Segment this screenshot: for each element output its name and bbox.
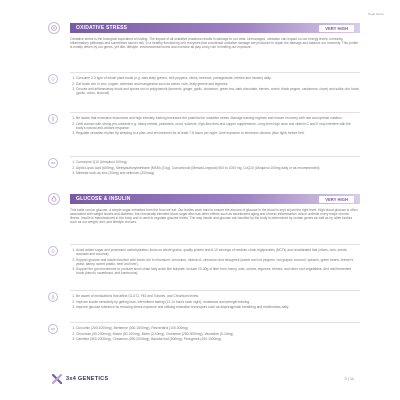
- supplement-icon: [48, 158, 58, 168]
- section-title: OXIDATIVE STRESS: [76, 25, 128, 31]
- recommendation-block-supplements: [70, 156, 360, 177]
- lifestyle-icon: [48, 114, 58, 124]
- list-item: 2. Alpha Lipoic Acid (600mg), Methylsulfonylmethane (MSM) (3 kg), Curcuminoid (Meriva/Longvida) 500 to 1000 mg, CoQ10 (Ubiquinol 100mg daily or as recommended): [76, 166, 360, 170]
- list-item: 2. Limit contact with strong pro-oxidants e.g. heavy metals, pesticides, mold, solvents, high-flow tires and copper supplements. Long-term high dose and vitamin C and E may interfere with the body's natural anti-oxidant response.: [76, 122, 360, 130]
- list-item: 3. Regulate circadian rhythm by sleeping to a plan, and environment for at least 7-8 hours per night. Limit exposure to electronic devices (blue light) before bed.: [76, 131, 360, 135]
- section-header-oxidative-stress: [70, 23, 360, 33]
- page-label: Page Name: [368, 12, 384, 16]
- page-number: 3 | 11: [344, 376, 354, 381]
- recommendation-block-diet: [70, 72, 360, 97]
- list-item: 3. Support the gut microbiome to produce short-chain fatty acids like butyrate. Include 20-30g of fiber from honey, oats, onions, legumes, berries, and other root vegetables. And add fermented foods (kimchi, sauerkraut, and kombucha).: [76, 267, 360, 275]
- section-header-glucose-insulin: [70, 194, 360, 204]
- recommendation-block-supplements: [70, 322, 360, 343]
- recommendation-block-lifestyle: [70, 290, 360, 311]
- list-item: 2. Improve insulin sensitivity by getting lean, intermittent fasting (12-14 hours each night), resistance and strength training.: [76, 300, 360, 304]
- nutrition-icon: [48, 246, 58, 256]
- section-title: GLUCOSE & INSULIN: [76, 196, 131, 202]
- list-item: 1. Curcumin (200-1000mg), Berberine (300-1500mg), Resveratrol (100-300mg): [76, 326, 360, 330]
- supplement-icon: [48, 324, 58, 334]
- list-item: 1. Avoid added sugar and processed carbohydrates; focus on whole grains, quality protein and 8-10 servings of medium-chain triglycerides (MCTs) and unsaturated fats (olives, nuts, seeds, avocado and coconut).: [76, 248, 360, 256]
- lifestyle-icon: [48, 292, 58, 302]
- list-item: 1. Coenzyme Q10 (Ubiquinol 100mg): [76, 160, 360, 164]
- list-item: 1. Be aware of medications that affect GLUT2, Flt3 and Tubules, and Chromium levels.: [76, 294, 360, 298]
- list-item: 3. Carnitine (500-2000mg), Cinnamon (250-2000mg), Banaba leaf (500mg), Fenugreek (200-1000mg): [76, 337, 360, 341]
- list-item: 2. Eat foods rich in zinc, copper, selenium and manganese such as seeds, nuts, leafy greens and legumes.: [76, 82, 360, 86]
- risk-badge: VERY HIGH: [319, 196, 354, 203]
- glucose-insulin-icon: [48, 193, 60, 205]
- brand-logo: [52, 374, 108, 384]
- list-item: 2. Chromium (50-200mcg), Niacin (50-100mg), Biotin (2-10mg), Cinnamon (250-3000mg), Vanadium (5-10mg): [76, 332, 360, 336]
- brand-name: 3x4 GENETICS: [66, 376, 109, 382]
- recommendation-block-diet: [70, 244, 360, 277]
- oxidative-stress-icon: [48, 22, 60, 34]
- list-item: 3. Improve glucose tolerance by reducing stress exposure and utilising relaxation techniques such as diaphragmatic breathing and mindfulness daily.: [76, 305, 360, 309]
- nutrition-icon: [48, 74, 58, 84]
- section-intro: Oxidative stress is the biological equivalent of rusting. The impact of all oxidative reactions results in damage to our cells. Unmanaged, oxidation can impact on our energy levels, immunity, inflammatory pathways and sometimes cancer risk. In a healthy functioning cell, enzymes that counteract oxidative damage are produced to repair the damage and balance our immunity. This profile is mostly driven by our genes, yet diet, lifestyle, environmental toxins and exercise all play a key role in limiting our exposure.: [70, 37, 358, 49]
- recommendation-block-lifestyle: [70, 112, 360, 137]
- list-item: 1. Be aware that excessive endurance and high intensity training increases the potential for oxidative stress. Manage training regimes and ensure recovery with rest and optimal nutrition.: [76, 116, 360, 120]
- list-item: 3. Choose anti-inflammatory foods and spices rich in polyphenols (turmeric, ginger, garlic, cinnamon, green tea, dark chocolate, berries, cumin, black pepper, cardamom, clove) and sulfur-rich foods (garlic, onion, broccoli).: [76, 87, 360, 95]
- list-item: 2. Support glucose and insulin function with foods rich in chromium, chromium, vitamin A, cinnamon and fenugreek (sweet and hot peppers, red grapes, broccoli, spinach, green beans, brewer's yeast, barley, sweet potato, beef and liver).: [76, 258, 360, 266]
- list-item: 1. Consume 2-3 type of whole plant foods (e.g. dark leafy greens, chili peppers, olives, beetroot, pomegranate, berries and tomato) daily.: [76, 76, 360, 80]
- risk-badge: VERY HIGH: [319, 25, 354, 32]
- brand-x-icon: [52, 374, 62, 384]
- section-intro: This table can be glucose, a simple sugar extracted from the food we eat. Our bodies work hard to ensure the amount of glucose in the blood is kept at just the right level. High blood glucose is often associated with weight issues and diabetes, but chronically elevated blood sugar also has other effects such as accelerated aging and chronic inflammation, which underlie every major chronic illness. Insulin is manufactured in the body and is used to regulate glucose levels. The way insulin and glucose are handled by the body is determined by certain genes as well as by other factors such as our weight, diet, and lifestyle choices.: [70, 208, 358, 224]
- list-item: 3. Minerals such as zinc (20mg) and selenium (200mcg): [76, 171, 360, 175]
